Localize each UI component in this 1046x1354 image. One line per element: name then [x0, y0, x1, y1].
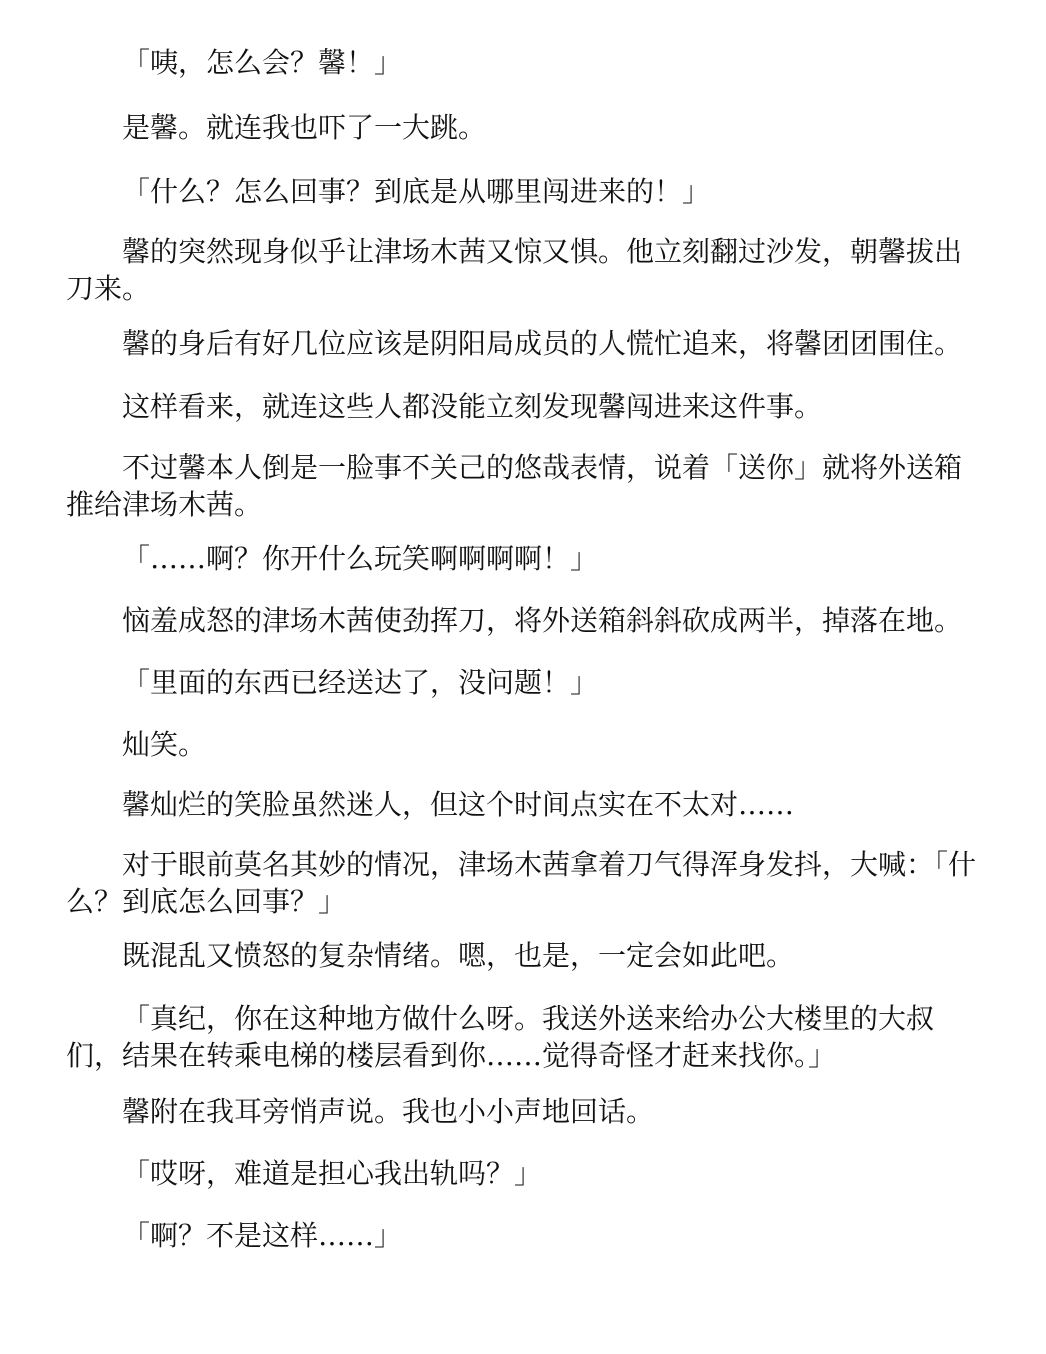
- paragraph-3: 「什么？怎么回事？到底是从哪里闯进来的！」: [122, 175, 711, 208]
- paragraph-13: 对于眼前莫名其妙的情况，津场木茜拿着刀气得浑身发抖，大喊：「什么？到底怎么回事？」: [66, 848, 977, 918]
- paragraph-15: 「真纪，你在这种地方做什么呀。我送外送来给办公大楼里的大叔们，结果在转乘电梯的楼层看到你……觉得奇怪才赶来找你。」: [66, 1002, 935, 1072]
- paragraph-17: 「哎呀，难道是担心我出轨吗？」: [122, 1157, 543, 1190]
- paragraph-11: 灿笑。: [122, 728, 207, 761]
- paragraph-12: 馨灿烂的笑脸虽然迷人，但这个时间点实在不太对……: [122, 788, 795, 821]
- paragraph-18: 「啊？不是这样……」: [122, 1219, 403, 1252]
- paragraph-16: 馨附在我耳旁悄声说。我也小小声地回话。: [122, 1095, 655, 1128]
- paragraph-4: 馨的突然现身似乎让津场木茜又惊又惧。他立刻翻过沙发，朝馨拔出刀来。: [66, 235, 963, 305]
- paragraph-8: 「……啊？你开什么玩笑啊啊啊啊！」: [122, 542, 599, 575]
- paragraph-6: 这样看来，就连这些人都没能立刻发现馨闯进来这件事。: [122, 390, 823, 423]
- paragraph-5: 馨的身后有好几位应该是阴阳局成员的人慌忙追来，将馨团团围住。: [122, 327, 963, 360]
- paragraph-9: 恼羞成怒的津场木茜使劲挥刀，将外送箱斜斜砍成两半，掉落在地。: [122, 604, 963, 637]
- paragraph-7: 不过馨本人倒是一脸事不关己的悠哉表情，说着「送你」就将外送箱推给津场木茜。: [66, 451, 963, 521]
- paragraph-2: 是馨。就连我也吓了一大跳。: [122, 111, 487, 144]
- paragraph-10: 「里面的东西已经送达了，没问题！」: [122, 666, 599, 699]
- paragraph-1: 「咦，怎么会？馨！」: [122, 46, 403, 79]
- paragraph-14: 既混乱又愤怒的复杂情绪。嗯，也是，一定会如此吧。: [122, 939, 795, 972]
